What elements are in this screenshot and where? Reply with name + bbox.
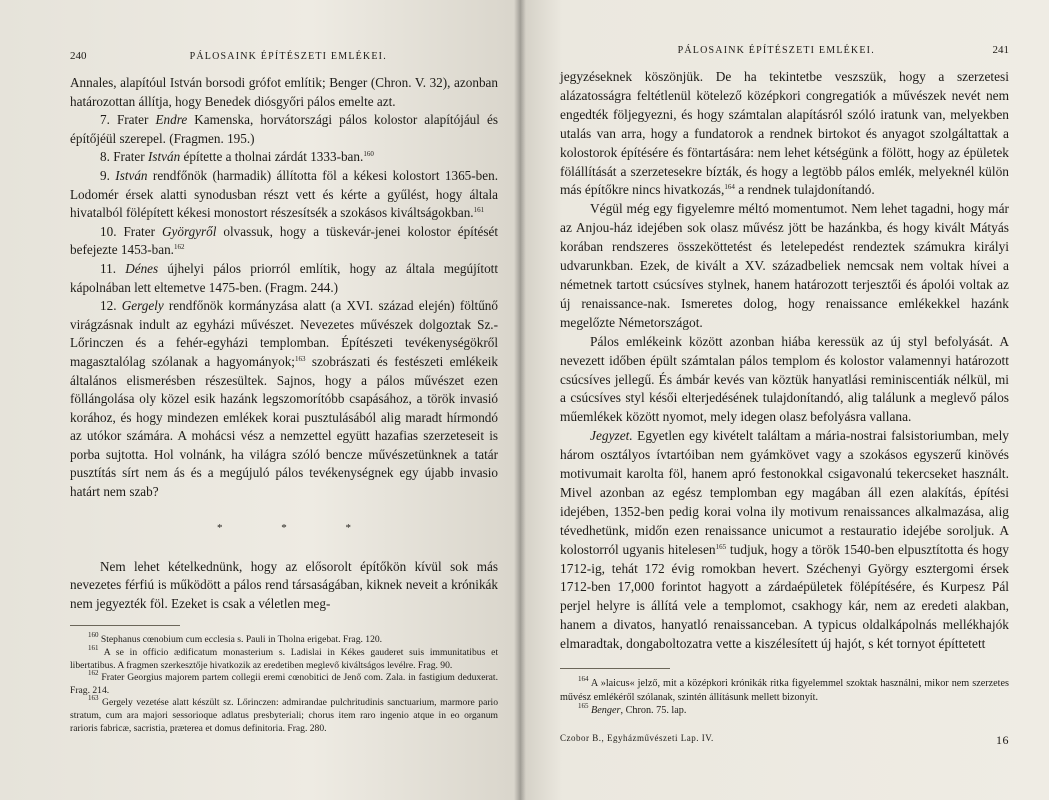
- footnote-text: Gergely vezetése alatt készült sz. Lőrinczen: admirandae pulchritudinis sanctuarium, marmore pario stratum, cum ara majori sessorioque adlatus presbyteriali; chorus item raro ingenio atque in eo organum rarioris fabricæ, sacristia, præterea et domus definitoria. Frag. 280.: [70, 697, 498, 734]
- footnote-number: 163: [88, 694, 99, 703]
- footnote-ref: 164: [724, 183, 735, 192]
- footnote: [560, 701, 1009, 717]
- footnote-rule: [70, 625, 180, 626]
- left-closing-text: [70, 558, 498, 614]
- footnote-text: A »laicus« jelző, mit a középkori krónikák ritka figyelemmel szoktak használni, mikor nem szerzetes művész emlékéről szólanak, szintén állításunk mellett bizonyít.: [560, 678, 1009, 703]
- footnote-text: Stephanus cœnobium cum ecclesia s. Pauli in Tholna erigebat. Frag. 120.: [98, 634, 383, 646]
- right-body-text: [560, 68, 1009, 654]
- footnote: [70, 631, 498, 647]
- text-run: rendfőnök kormányzása alatt (a XVI. század elején) föltűnő virágzásnak indult az egyházi művészet. Nevezetes művészek dolgoztak Sz.-Lőrinczen és a fehér-egyházi templomban. Építészeti tevékenységökről magasztalólag szólanak a hagyományok;: [70, 298, 498, 369]
- text-run: tudjuk, hogy a török 1540-ben elpusztította és hogy 1712-ig, tehát 172 évig romokban hevert. Széchenyi György esztergomi érsek 1712-ben 17,000 forintot hagyott a zárdaépületek fölépítésére, és Kurpesz Pál perjel helyre is állítá vele a templomot, csakhogy kár, nem az eredeti alakban, hanem a divatos, hanyatló renaissanceban. A typicus oldalkápolnás mellékhajók elmaradtak, dongaboltozatra vette a kiszélesített új hajót, s két tornyot építtetett: [560, 541, 1009, 652]
- closing-paragraph: Nem lehet kételkednünk, hogy az elősorolt építőkön kívül sok más nevezetes férfiú is működött a pálos rend társaságában, kiknek neveit a krónikák nem jegyezték föl. Ezeket is csak a véletlen meg-: [70, 558, 498, 611]
- paragraph: [70, 148, 498, 167]
- right-footnotes: [560, 677, 1009, 717]
- left-footnotes: [70, 631, 498, 735]
- right-page-number: 241: [992, 44, 1009, 56]
- sheet-number: 16: [996, 733, 1009, 748]
- text-run: Végül még egy figyelemre méltó momentumot. Nem lehet tagadni, hogy már az Anjou-ház idejében sok olasz művész jött be hazánkba, és hogy kivált Mátyás korában rendszeres összeköttetést és letelepedést rendeztek számukra királyi udvarunkban. Ezek, de kivált a XV. századbeliek nemcsak nem voltak hívei a németnek tartott csúcsíves stylnek, hanem határozott terjesztői és ápolói voltak az új renaissance-nak. Ismeretes dolog, hogy renaissance emlékekkel hazánk megelőzte Németországot.: [560, 201, 1009, 330]
- footnote-ref: 161: [473, 206, 485, 215]
- italic-name: Dénes: [125, 260, 159, 276]
- text-run: szobrászati és festészeti emlékeik általános elismerésben részesültek. Sajnos, hogy a pálos művészet ezen föllángolása oly közel esik hazánk legszomorítóbb csapásához, a török invasió korához, és hogy mindezen emlékek korai pusztulásából alig maradt hírmondó az utókor számára. A mohácsi vész a nemzettel együtt hazafias szerzeteseit is porba sujtotta. Hol volnánk, ha világra szóló bencze művészetünknek a tatár pusztítás sírt nem ás és a megújuló pálos tevékenységnek egy újabb invasio határt nem szab?: [70, 353, 498, 500]
- printer-signature: [560, 733, 1009, 748]
- right-running-title: PÁLOSAINK ÉPÍTÉSZETI EMLÉKEI.: [677, 45, 875, 56]
- paragraph: [560, 333, 1009, 428]
- paragraph: [560, 68, 1009, 200]
- italic-name: Jegyzet.: [590, 428, 633, 444]
- paragraph: [70, 167, 498, 223]
- footnote: [70, 644, 498, 672]
- text-run: Annales, alapítóul István borsodi grófot említik; Benger (Chron. V. 32), azonban határozottan állítja, hogy Benedek diósgyőri pálos emelte azt.: [70, 75, 498, 109]
- text-run: 12.: [100, 298, 122, 314]
- text-run: Egyetlen egy kivételt találtam a mária-nostrai falsistoriumban, mely három osztályos ívtartóiban nem gyámkövet vagy a szokásos egyszerű kinövés motivumait karolta föl, hanem apró festonokkal csigavonalú tekercseket használt. Mivel azonban az egész templomban egy magában áll ezen alakítás, építési idejében, 1352-ben pedig korai volna ily motivum renaissances alkalmazása, alig tévedhetünk, midőn ezen renaissance unicumot a restauratio idejébe soroljuk. A kolostorról ugyanis hitelesen: [560, 428, 1009, 557]
- italic-name: István: [147, 149, 181, 165]
- paragraph: [70, 297, 498, 502]
- text-run: 8. Frater: [100, 149, 148, 165]
- italic-name: Gergely: [121, 298, 164, 314]
- italic-name: Györgyről: [161, 223, 217, 239]
- left-running-title: PÁLOSAINK ÉPÍTÉSZETI EMLÉKEI.: [189, 51, 387, 62]
- text-run: rendfőnök (harmadik) állította föl a kékesi kolostort 1365-ben. Lodomér érsek alatti synodusban részt vett és kérte a gyűlést, hogy általa hivatalból fölépített kékesi monostort részesítsék a szokásos kiváltságokban.: [70, 167, 498, 221]
- paragraph: [70, 74, 498, 111]
- footnote-number: 165: [578, 701, 589, 710]
- paragraph: [70, 111, 498, 148]
- text-run: újhelyi pálos priorról említik, hogy az általa megújított kápolnában lett eltemetve 1475-ben. (Fragm. 244.): [70, 260, 499, 295]
- text-run: jegyzéseknek köszönjük. De ha tekintetbe veszszük, hogy a szerzetesi alázatosságra feltétlenül kötelező középkori congregatiók a művészek nevét nem engedték följegyezni, és hogy számtalan alapításról szóló iratunk van, melyekben utalás van arra, hogy a fundatorok a rendnek birtokot és anyagot szolgáltattak a kolostorok építésére és föntartására: nem lehet kétségünk a fölött, hogy az épületek fölállítását a szerzetesekre bízták, és hogy a legtöbb pálos emlék, melyeknél külön más építőkre nincs hivatkozás,: [560, 69, 1009, 198]
- footnote-ref: 162: [173, 243, 185, 252]
- footnote-text: A se in officio ædificatum monasterium s. Ladislai in Kékes gauderet suis immunitatibus et libertatibus. A fragmen szerkesztője hivatkozik az eredetiben meglevő kiváltságos levélre. Frag. 90.: [70, 647, 498, 671]
- right-running-head: [560, 44, 1009, 56]
- footnote-number: 161: [88, 644, 99, 653]
- footnote-text: Frater Georgius majorem partem collegii eremi cœnobitici de Jenő com. Zala. in fastigium deduxerat. Frag. 214.: [70, 672, 498, 696]
- left-running-head: [70, 50, 498, 62]
- paragraph: [70, 260, 498, 297]
- footnote-text: Benger, Chron. 75. lap.: [591, 704, 687, 716]
- footnote-ref: 165: [715, 542, 727, 551]
- text-run: Pálos emlékeink között azonban hiába keressük az új styl befolyását. A nevezett időben épült számtalan pálos templom és kolostor valamennyi határozott csúcsíves jellegű. És ámbár kevés van köztük hanyatlási reminiscentiák nélkül, mi a csúcsíves styl késői elterjedésének tulajdonítandó, alig találunk a meglevő pálos műemlékek között nyomot, mely idegen olasz befolyásra vallana.: [560, 333, 1009, 425]
- paragraph: [560, 200, 1009, 332]
- text-run: 7. Frater: [100, 112, 156, 128]
- text-run: építette a tholnai zárdát 1333-ban.: [180, 149, 364, 165]
- gutter-shadow: [520, 0, 526, 800]
- italic-name: Endre: [155, 112, 188, 128]
- italic-name: István: [115, 167, 148, 183]
- footnote-number: 160: [88, 631, 99, 640]
- footnote: [560, 677, 1009, 704]
- left-page-number: 240: [70, 50, 87, 62]
- signature-mark: Czobor B., Egyházművészeti Lap. IV.: [560, 733, 714, 744]
- text-run: a rendnek tulajdonítandó.: [734, 182, 875, 198]
- text-run: 9.: [100, 167, 116, 183]
- right-page: [520, 0, 1049, 800]
- footnote-number: 164: [578, 675, 589, 684]
- text-run: 10. Frater: [100, 223, 162, 239]
- paragraph: [70, 223, 498, 260]
- footnote-rule: [560, 668, 670, 669]
- footnote-number: 162: [88, 669, 99, 678]
- text-run: olvassuk, hogy a tüskevár-jenei kolostor építését befejezte 1453-ban.: [70, 223, 498, 258]
- footnote-ref: 163: [294, 354, 306, 363]
- text-run: 11.: [100, 260, 126, 276]
- footnote: [70, 694, 498, 735]
- section-break-stars: * * *: [217, 521, 379, 534]
- footnote: [70, 669, 498, 697]
- footnote-ref: 160: [363, 150, 374, 159]
- left-body-text: [70, 74, 498, 502]
- left-page: [0, 0, 520, 800]
- text-run: Kamenska, horvátországi pálos kolostor alapítójául és építőjéül szerepel. (Fragmen. 195.): [70, 112, 498, 146]
- paragraph: [560, 427, 1009, 654]
